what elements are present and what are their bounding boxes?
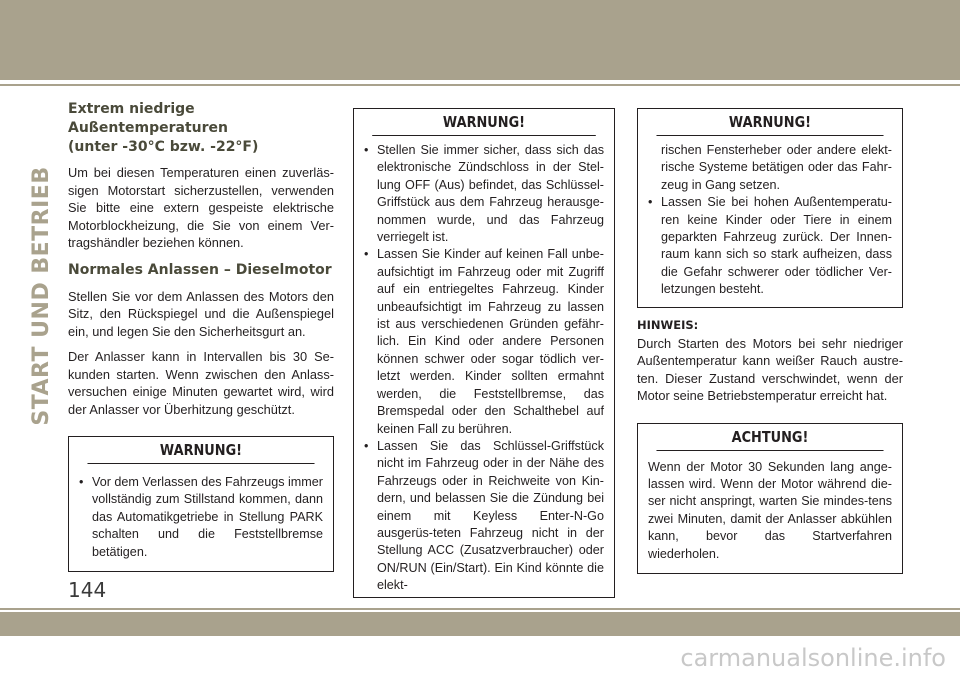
warning-box-1-title: WARNUNG! — [87, 437, 314, 464]
caution-box-body: Wenn der Motor 30 Sekunden lang ange-lassen wird. Wenn der Motor während die-ser nicht anspringt, warten Sie mindes-tens zwei Minuten, damit der Anlasser abkühlen kann, bevor das Startverfahren wiederholen. — [648, 459, 892, 561]
warning-box-2-body — [354, 136, 614, 597]
column-2 — [353, 108, 615, 598]
caution-box-title: ACHTUNG! — [656, 424, 883, 451]
para-block-heater: Um bei diesen Temperaturen einen zuverläs-sigen Motorstart sicherzustellen, verwenden Sie bitte eine extern gespeiste elektrische Motorblockheizung, die Sie von einem Ver-tragshändler beziehen können. — [68, 165, 334, 250]
footer-rule — [0, 608, 960, 610]
warning-box-2-bullet-2: • Lassen Sie Kinder auf keinen Fall unbe-aufsichtigt im Fahrzeug oder mit Zugriff auf ein entriegeltes Fahrzeug. Kinder unbeaufsichtigt im Fahrzeug zu lassen ist aus verschiedenen Gründen gefähr-lich. Ein Kind oder andere Personen können schwer oder sogar tödlich ver-letzt werden. Kinder sollten ermahnt werden, die Feststellbremse, das Bremspedal oder den Schalthebel auf keinen Fall zu berühren. — [364, 246, 604, 437]
warning-box-1-bullet: • Vor dem Verlassen des Fahrzeugs immer vollständig zum Stillstand kommen, dann das Automatikgetriebe in Stellung PARK schalten und die Feststellbremse betätigen. — [79, 474, 323, 561]
caution-box — [637, 423, 903, 574]
header-band — [0, 0, 960, 80]
section-side-label-text: START UND BETRIEB — [29, 166, 54, 426]
warning-box-2-bullet-1: • Stellen Sie immer sicher, dass sich das elektronische Zündschloss in der Stel-lung OFF (Aus) befindet, das Schlüssel-Griffstück aus dem Fahrzeug herausge-nommen wurde, und das Fahrzeug verriegelt ist. — [364, 142, 604, 246]
warning-box-1-body — [69, 464, 333, 571]
warning-box-2-bullet-3: • Lassen Sie das Schlüssel-Griffstück nicht im Fahrzeug oder in der Nähe des Fahrzeugs oder in Reichweite von Kin-dern, und belassen Sie die Zündung bei einem mit Keyless Enter-N-Go ausgerüs-teten Fahrzeug nicht in der Stellung ACC (Zusatzverbraucher) oder ON/RUN (Ein/Start). Ein Kind könnte die elekt- — [364, 438, 604, 595]
page-number: 144 — [68, 578, 107, 602]
para-starter-interval: Der Anlasser kann in Intervallen bis 30 Se-kunden starten. Wenn zwischen den Anlass-versuchen einige Minuten gewartet wird, wird der Anlasser vor Überhitzung geschützt. — [68, 349, 334, 417]
watermark: carmanualsonline.info — [680, 644, 946, 672]
warning-box-3-title: WARNUNG! — [656, 109, 883, 136]
para-seat-mirrors: Stellen Sie vor dem Anlassen des Motors den Sitz, den Rückspiegel und die Außenspiegel ein, und legen Sie den Sicherheitsgurt an. — [68, 288, 334, 339]
warning-box-2 — [353, 108, 615, 598]
warning-box-3-bullet: • Lassen Sie bei hohen Außentemperatu-ren keine Kinder oder Tiere in einem geparkten Fahrzeug zurück. Der Innen-raum kann sich so stark aufheizen, dass die Gefahr schwerer oder tödlicher Ver-letzungen besteht. — [648, 194, 892, 298]
warning-box-1 — [68, 436, 334, 572]
column-3 — [637, 108, 903, 574]
warning-box-3-body — [638, 136, 902, 307]
column-1 — [68, 100, 334, 572]
footer-band — [0, 612, 960, 636]
heading-extreme-cold — [68, 100, 334, 157]
heading-extreme-cold-line1: Extrem niedrige Außentemperaturen — [68, 101, 229, 136]
heading-extreme-cold-line2: (unter -30°C bzw. -22°F) — [68, 139, 259, 155]
header-rule — [0, 84, 960, 86]
note-text: Durch Starten des Motors bei sehr niedriger Außentemperatur kann weißer Rauch austre-ten. Dieser Zustand verschwindet, wenn der Motor seine Betriebstemperatur erreicht hat. — [637, 335, 903, 404]
section-side-label — [29, 166, 54, 426]
warning-box-2-title: WARNUNG! — [372, 109, 596, 136]
heading-normal-start: Normales Anlassen – Dieselmotor — [68, 261, 332, 278]
warning-box-3-continuation: rischen Fensterheber oder andere elekt-rische Systeme betätigen oder das Fahr-zeug in Gang setzen. — [661, 143, 892, 192]
note-label: HINWEIS: — [637, 317, 699, 332]
warning-box-3 — [637, 108, 903, 308]
